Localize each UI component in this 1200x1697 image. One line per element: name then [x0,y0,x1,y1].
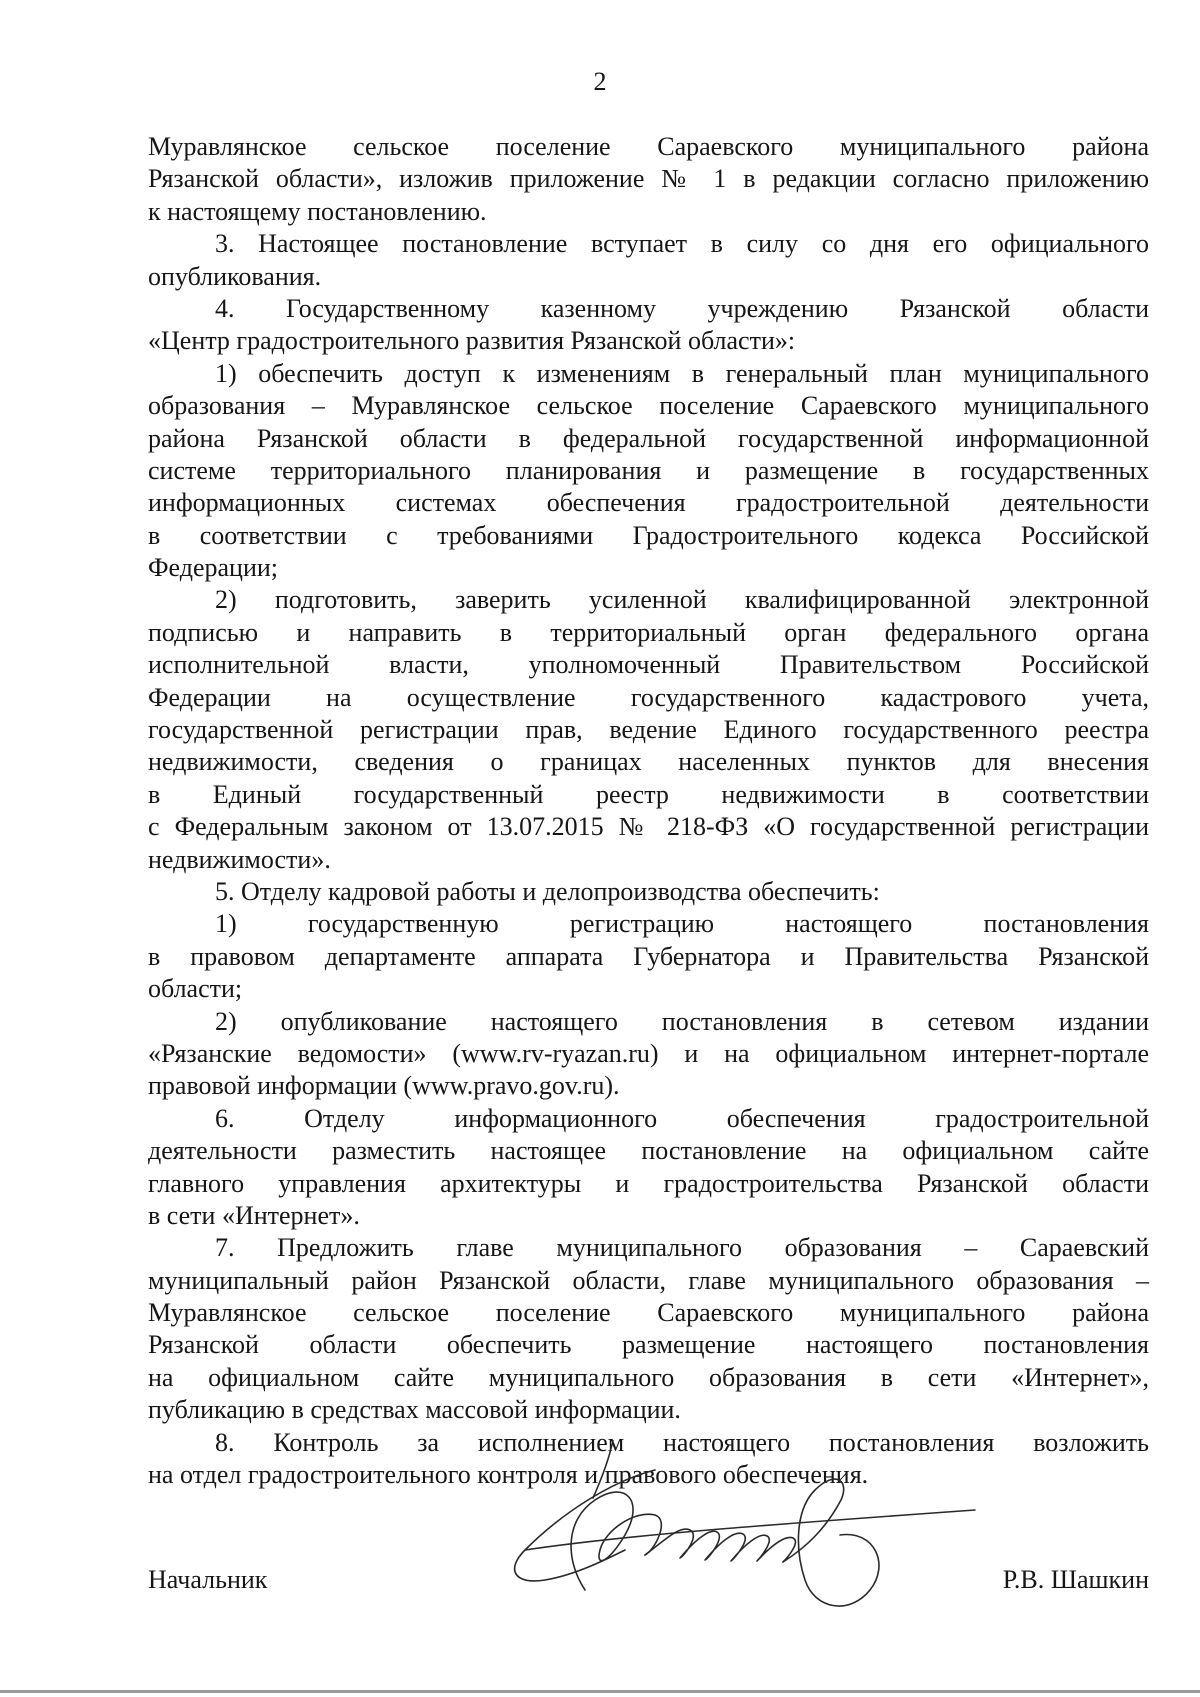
text-line: с Федеральным законом от 13.07.2015 № 218-ФЗ «О государственной регистрации [148,812,1149,842]
text-line: на отдел градостроительного контроля и правового обеспечения. [148,1460,869,1490]
text-line: 7. Предложить главе муниципального образования – Сараевский [215,1233,1149,1263]
paragraph [148,1232,1149,1426]
text-line: Федерации на осуществление государственного кадастрового учета, [148,682,1149,712]
text-line: опубликования. [148,261,322,291]
page-number: 2 [593,67,607,96]
paragraph [148,358,1149,585]
text-line: 6. Отделу информационного обеспечения градостроительной [215,1103,1149,1133]
text-line: информационных системах обеспечения градостроительной деятельности [148,488,1149,518]
text-line: подписью и направить в территориальный орган федерального органа [148,617,1149,647]
text-line: «Центр градостроительного развития Рязанской области»: [148,326,796,356]
text-line: в соответствии с требованиями Градостроительного кодекса Российской [148,520,1149,550]
text-line: на официальном сайте муниципального образования в сети «Интернет», [148,1362,1149,1392]
text-line: Федерации; [148,553,279,583]
document-body [148,131,1149,1491]
paragraph [148,908,1149,1005]
text-line: в сети «Интернет». [148,1200,360,1230]
text-line: «Рязанские ведомости» (www.rv-ryazan.ru) и на официальном интернет-портале [148,1038,1149,1068]
text-line: главного управления архитектуры и градостроительства Рязанской области [148,1168,1149,1198]
text-line: недвижимости, сведения о границах населенных пунктов для внесения [148,747,1149,777]
text-line: Муравлянское сельское поселение Сараевского муниципального района [148,132,1149,161]
text-line: деятельности разместить настоящее постановление на официальном сайте [148,1136,1149,1166]
text-line: публикацию в средствах массовой информации. [148,1395,681,1425]
text-line: Рязанской области», изложив приложение № 1 в редакции согласно приложению [148,164,1149,194]
text-line: 2) опубликование настоящего постановления в сетевом издании [215,1006,1149,1036]
text-line: района Рязанской области в федеральной государственной информационной [148,423,1149,453]
text-line: 8. Контроль за исполнением настоящего постановления возложить [215,1427,1149,1457]
text-line: в правовом департаменте аппарата Губернатора и Правительства Рязанской [148,941,1149,971]
text-line: 4. Государственному казенному учреждению Рязанской области [215,293,1149,323]
text-line: муниципальный район Рязанской области, главе муниципального образования – [148,1265,1149,1295]
text-line: 1) обеспечить доступ к изменениям в генеральный план муниципального [215,358,1149,388]
text-line: недвижимости». [148,844,331,874]
paragraph [148,584,1149,876]
text-line: образования – Муравлянское сельское поселение Сараевского муниципального [148,391,1149,421]
text-line: области; [148,974,243,1004]
signatory-title: Начальник [148,1565,268,1594]
signature-block [148,1556,1149,1596]
text-line: системе территориального планирования и размещение в государственных [148,455,1149,485]
paragraph [148,876,1149,908]
text-line: исполнительной власти, уполномоченный Правительством Российской [148,650,1149,680]
paragraph [148,293,1149,358]
paragraph [148,131,1149,228]
text-line: государственной регистрации прав, ведение Единого государственного реестра [148,715,1149,745]
text-line: Муравлянское сельское поселение Сараевского муниципального района [148,1298,1149,1328]
text-line: в Единый государственный реестр недвижимости в соответствии [148,779,1149,809]
paragraph [148,1006,1149,1103]
text-line: правовой информации (www.pravo.gov.ru). [148,1071,620,1101]
page-bottom-edge [0,1690,1200,1693]
text-line: к настоящему постановлению. [148,196,487,226]
text-line: 1) государственную регистрацию настоящего постановления [215,909,1149,939]
text-line: 2) подготовить, заверить усиленной квалифицированной электронной [215,585,1149,615]
signatory-name: Р.В. Шашкин [1002,1565,1149,1594]
text-line: 3. Настоящее постановление вступает в силу со дня его официального [215,229,1149,259]
text-line: 5. Отделу кадровой работы и делопроизводства обеспечить: [215,876,880,906]
paragraph [148,1103,1149,1233]
paragraph [148,228,1149,293]
text-line: Рязанской области обеспечить размещение настоящего постановления [148,1330,1149,1360]
